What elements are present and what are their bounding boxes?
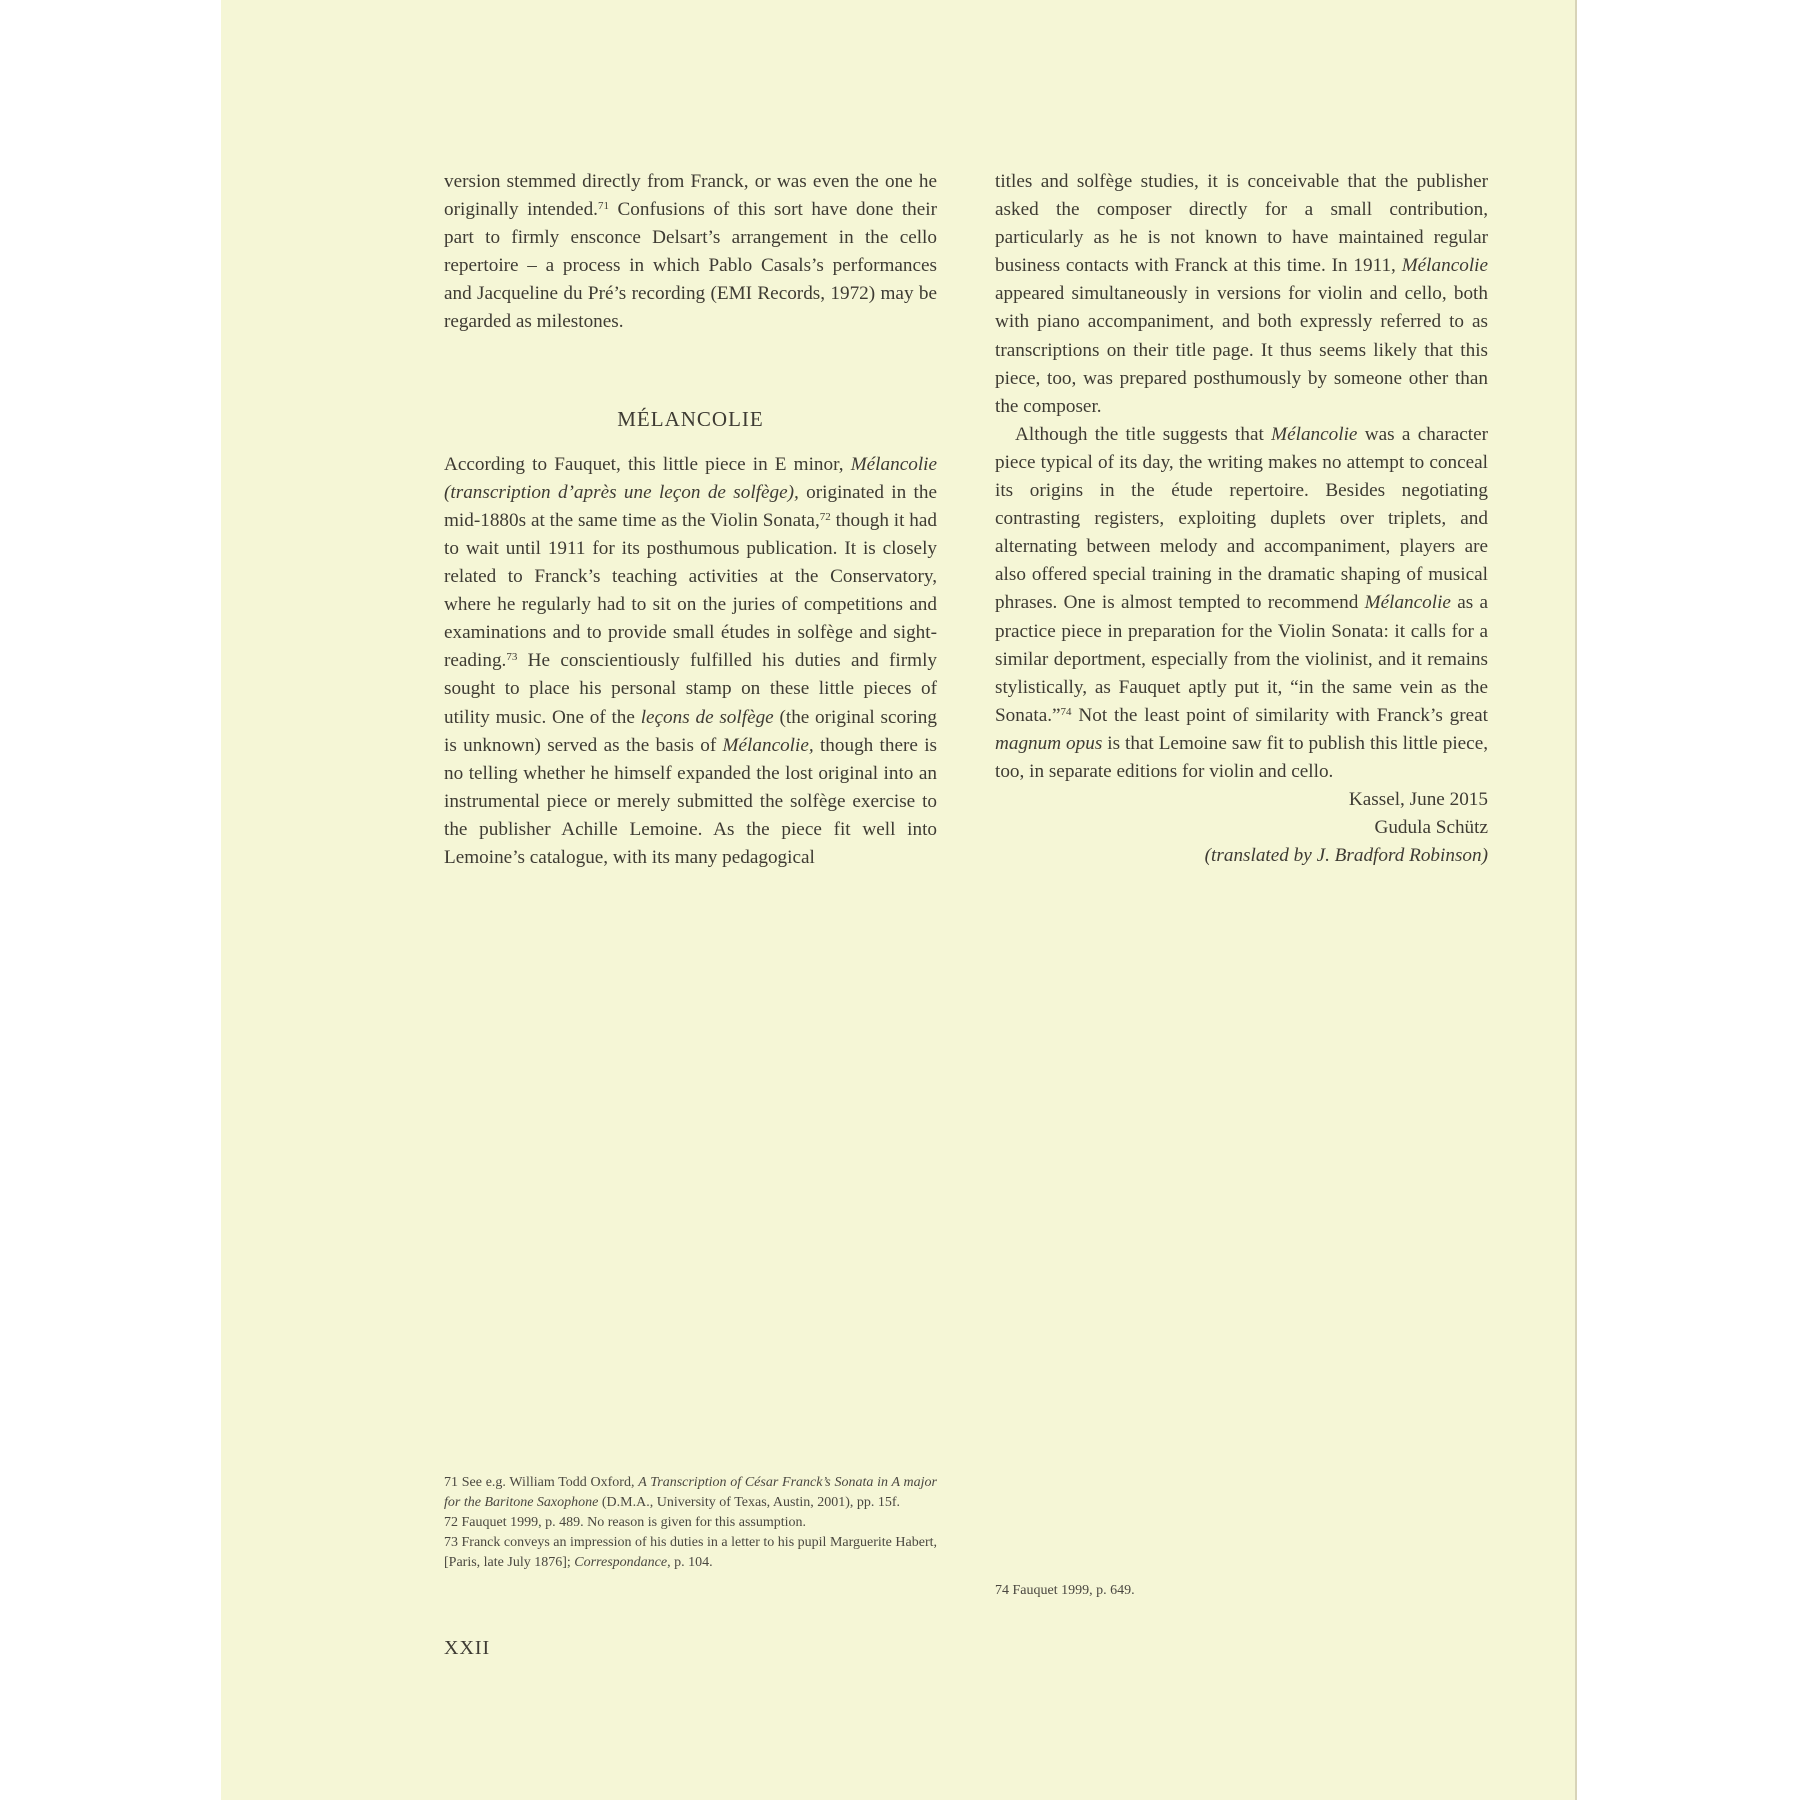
paragraph [995, 421, 1488, 786]
text-run: , p. 104. [667, 1555, 713, 1570]
left-text-column [444, 168, 937, 872]
italic-title: A Transcription of César Franck’s Sonata in A major for the Baritone Saxophone [444, 1475, 937, 1510]
footnote-ref[interactable]: 71 [597, 200, 609, 213]
text-run: though there is no telling whether he himself expanded the lost original into an instrumental piece or merely submitted the solfège exercise to the publisher Achille Lemoine. As the piece fit well into Lemoine’s catalogue, with its many pedagogical [444, 734, 937, 868]
italic-title: Mélancolie [1401, 255, 1488, 277]
paragraph [995, 168, 1488, 421]
text-run: originated in the mid-1880s at the same time as the Violin Sonata, [444, 481, 938, 531]
right-text-column [995, 168, 1488, 870]
text-run: Not the least point of similarity with Franck’s great [1071, 704, 1488, 726]
text-run: 73 Franck conveys an impression of his duties in a letter to his pupil Marguerite Habert, [Paris, late July 1876]; [444, 1535, 937, 1570]
section-heading: MÉLANCOLIE [617, 406, 764, 431]
italic-title: Correspondance [574, 1555, 668, 1570]
text-run: as a practice piece in preparation for the Violin Sonata: it calls for a similar deportment, especially from the violinist, and it remains stylistically, as Fauquet aptly put it, “in the same vein as the Sonata.” [995, 592, 1489, 726]
text-run: Confusions of this sort have done their part to firmly ensconce Delsart’s arrangement in the cello repertoire – a process in which Pablo Casals’s performances and Jacqueline du Pré’s recording (EMI Records, 1972) may be regarded as milestones. [444, 199, 937, 333]
text-run: though it had to wait until 1911 for its posthumous publication. It is closely related to Franck’s teaching activities at the Conservatory, where he regularly had to sit on the juries of competitions and examinations and to provide small études in solfège and sight-reading. [444, 509, 937, 672]
footnotes-right [995, 1581, 1488, 1601]
footnote [444, 1473, 937, 1513]
italic-title: Mélancolie [1364, 592, 1451, 614]
paragraph [444, 168, 937, 337]
italic-title: Mélancolie, [722, 734, 814, 756]
text-run: version stemmed directly from Franck, or was even the one he originally intended. [444, 171, 937, 221]
italic-title: Mélancolie (transcription d’après une leçon de solfège), [444, 453, 937, 503]
footnote-ref[interactable]: 73 [506, 651, 518, 664]
text-run: appeared simultaneously in versions for violin and cello, both with piano accompaniment, and both expressly referred to as transcriptions on their title page. It thus seems likely that this piece, too, was prepared posthumously by someone other than the composer. [995, 283, 1488, 417]
footnote: 72 Fauquet 1999, p. 489. No reason is given for this assumption. [444, 1515, 807, 1530]
footnote-ref[interactable]: 74 [1060, 705, 1072, 718]
text-run: was a character piece typical of its day, the writing makes no attempt to conceal its origins in the étude repertoire. Besides negotiating contrasting registers, exploiting duplets over triplets, and alternating between melody and accompaniment, players are also offered special training in the dramatic shaping of musical phrases. One is almost tempted to recommend [995, 423, 1488, 614]
signature-author: Gudula Schütz [1374, 817, 1488, 839]
footnote: 74 Fauquet 1999, p. 649. [995, 1583, 1135, 1598]
footnote [444, 1533, 937, 1573]
text-run: According to Fauquet, this little piece in E minor, [444, 453, 851, 475]
page-number: XXII [444, 1637, 491, 1659]
italic-title: leçons de solfège [640, 706, 774, 728]
italic-title: magnum opus [995, 732, 1103, 754]
text-run: is that Lemoine saw fit to publish this little piece, too, in separate editions for violin and cello. [995, 732, 1489, 782]
text-run: (the original scoring is unknown) served as the basis of [444, 706, 937, 756]
text-run: (D.M.A., University of Texas, Austin, 2001), pp. 15f. [598, 1495, 901, 1510]
paragraph [444, 451, 937, 872]
footnotes-left [444, 1473, 937, 1573]
book-page [221, 0, 1577, 1800]
text-run: titles and solfège studies, it is conceivable that the publisher asked the composer directly for a small contribution, particularly as he is not known to have maintained regular business contacts with Franck at this time. In 1911, [995, 171, 1488, 277]
italic-title: Mélancolie [1271, 423, 1358, 445]
translator-credit: (translated by J. Bradford Robinson) [1204, 845, 1488, 867]
text-run: 71 See e.g. William Todd Oxford, [444, 1475, 639, 1490]
footnote-ref[interactable]: 72 [819, 510, 831, 523]
text-run: He conscientiously fulfilled his duties and firmly sought to place his personal stamp on these little pieces of utility music. One of the [444, 650, 937, 728]
text-run: Although the title suggests that [1015, 423, 1272, 445]
signature-place-date: Kassel, June 2015 [1348, 789, 1488, 811]
